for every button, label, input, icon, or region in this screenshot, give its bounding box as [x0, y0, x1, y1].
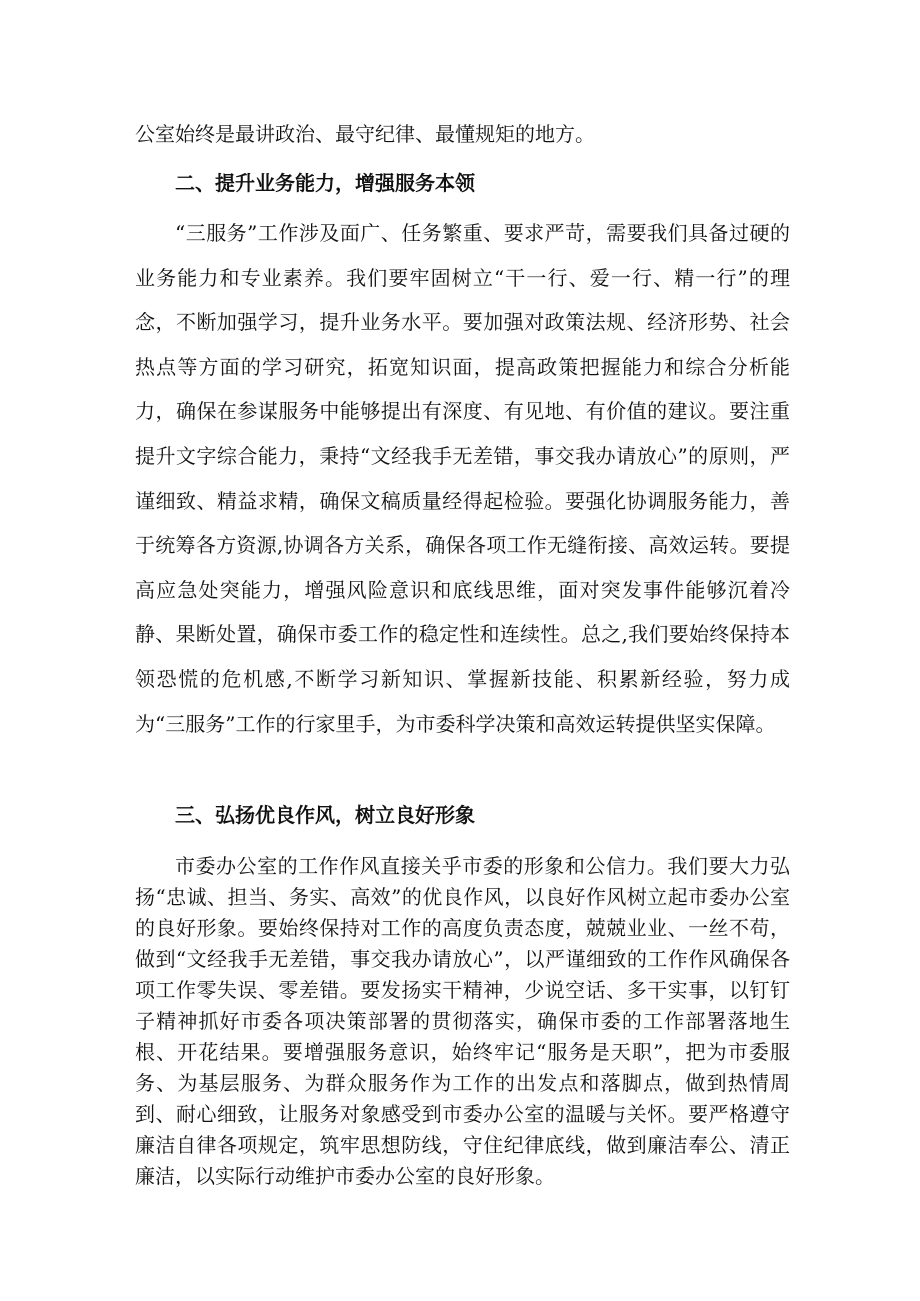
section-2-heading: 二、提升业务能力，增强服务本领: [175, 171, 475, 195]
section-3-heading: 三、弘扬优良作风，树立良好形象: [175, 803, 475, 827]
opening-paragraph-fragment: 公室始终是最讲政治、最守纪律、最懂规矩的地方。: [135, 122, 595, 146]
section-3-body: 市委办公室的工作作风直接关乎市委的形象和公信力。我们要大力弘扬“忠诚、担当、务实、高效”的优良作风，以良好作风树立起市委办公室的良好形象。要始终保持对工作的高度负责态度，兢兢业业、一丝不苟，做到“文经我手无差错，事交我办请放心”，以严谨细致的工作作风确保各项工作零失误、零差错。要发扬实干精神，少说空话、多干实事，以钉钉子精神抓好市委各项决策部署的贯彻落实，确保市委的工作部署落地生根、开花结果。要增强服务意识，始终牢记“服务是天职”，把为市委服务、为基层服务、为群众服务作为工作的出发点和落脚点，做到热情周到、耐心细致，让服务对象感受到市委办公室的温暖与关怀。要严格遵守廉洁自律各项规定，筑牢思想防线，守住纪律底线，做到廉洁奉公、清正廉洁，以实际行动维护市委办公室的良好形象。: [135, 854, 790, 1188]
section-2-body: “三服务”工作涉及面广、任务繁重、要求严苛，需要我们具备过硬的业务能力和专业素养。我们要牢固树立“干一行、爱一行、精一行”的理念，不断加强学习，提升业务水平。要加强对政策法规、经济形势、社会热点等方面的学习研究，拓宽知识面，提高政策把握能力和综合分析能力，确保在参谋服务中能够提出有深度、有见地、有价值的建议。要注重提升文字综合能力，秉持“文经我手无差错，事交我办请放心”的原则，严谨细致、精益求精，确保文稿质量经得起检验。要强化协调服务能力，善于统筹各方资源,协调各方关系，确保各项工作无缝衔接、高效运转。要提高应急处突能力，增强风险意识和底线思维，面对突发事件能够沉着冷静、果断处置，确保市委工作的稳定性和连续性。总之,我们要始终保持本领恐慌的危机感,不断学习新知识、掌握新技能、积累新经验，努力成为“三服务”工作的行家里手，为市委科学决策和高效运转提供坚实保障。: [135, 221, 790, 736]
